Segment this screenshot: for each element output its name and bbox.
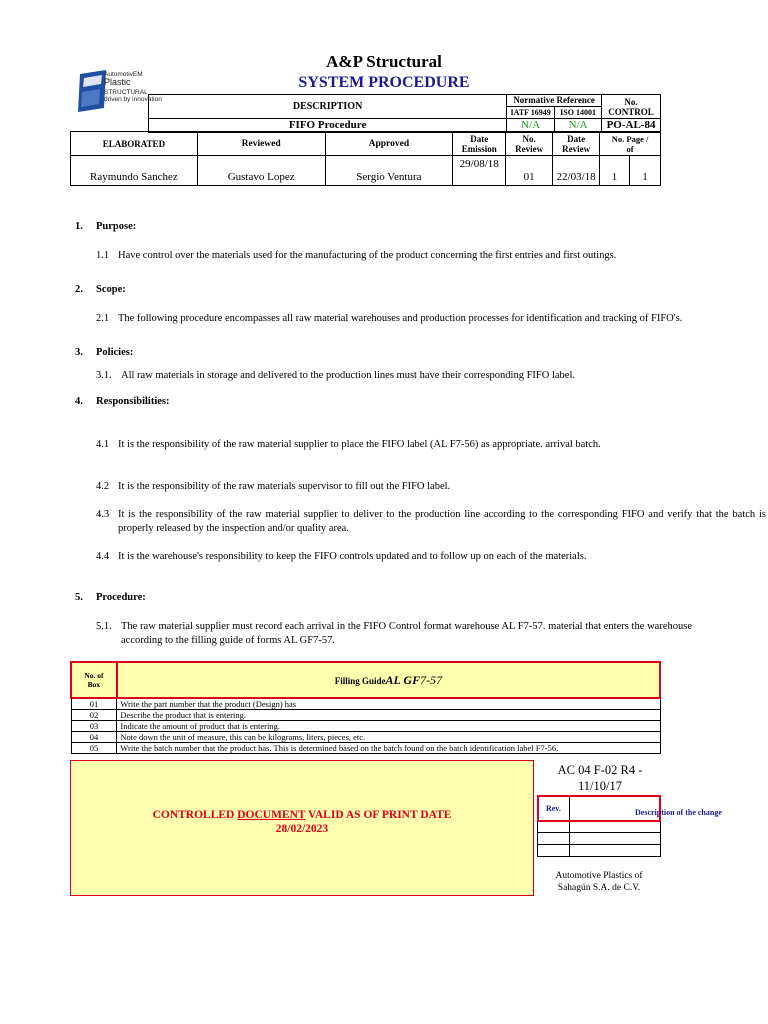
date-emission-line-1: Date xyxy=(470,133,489,144)
no-control-header xyxy=(602,95,661,119)
control-number: PO-AL-84 xyxy=(602,119,661,133)
reviewed-by: Gustavo Lopez xyxy=(197,156,325,186)
footer-company-line-2: Sahagún S.A. de C.V. xyxy=(557,883,641,893)
section-title: Procedure: xyxy=(96,592,146,603)
print-date: 28/02/2023 xyxy=(275,823,329,835)
paragraph-text: It is the responsibility of the raw materials supervisor to fill out the FIFO label. xyxy=(118,481,451,492)
elaborated-by: Raymundo Sanchez xyxy=(71,156,198,186)
paragraph-text: The following procedure encompasses all raw material warehouses and production processes for identification and tracking of FIFO's. xyxy=(118,313,683,324)
no-control-line-1: No. xyxy=(624,96,638,107)
change-cell xyxy=(569,821,660,833)
procedure-name: FIFO Procedure xyxy=(149,119,507,133)
change-cell xyxy=(569,833,660,845)
controlled-document-line-1 xyxy=(70,808,534,822)
date-review-line-2: Review xyxy=(562,143,591,154)
logo-line-4: driven by innovation xyxy=(104,96,162,103)
row-text: Describe the product that is entering. xyxy=(117,710,660,721)
paragraph-4-1 xyxy=(96,438,686,452)
filling-guide-title xyxy=(117,662,660,698)
change-description-header: Description of the change xyxy=(635,808,722,817)
description-table xyxy=(148,94,661,133)
date-review-header xyxy=(553,132,600,156)
system-procedure-title: SYSTEM PROCEDURE xyxy=(298,74,470,91)
rev-cell xyxy=(538,833,570,845)
date-review-value: 22/03/18 xyxy=(553,156,600,186)
logo-line-2: Plastic xyxy=(104,77,131,87)
rev-cell xyxy=(538,845,570,857)
of-value: 1 xyxy=(630,156,661,186)
section-number: 5. xyxy=(75,592,83,603)
row-text: Note down the unit of measure, this can be kilograms, liters, pieces, etc. xyxy=(117,732,660,743)
signature-table xyxy=(70,131,661,186)
iso-value: N/A xyxy=(555,119,602,133)
paragraph-5-1 xyxy=(96,620,692,648)
section-title: Responsibilities: xyxy=(96,396,170,407)
change-cell xyxy=(569,845,660,857)
section-purpose-heading xyxy=(75,221,136,232)
no-review-line-1: No. xyxy=(522,133,536,144)
paragraph-text: It is the responsibility of the raw material supplier to deliver to the production line according to the corresponding FIFO and verify that the batch is properly released by the inspection and/or quality area. xyxy=(118,509,766,534)
page-of-header xyxy=(600,132,661,156)
paragraph-number: 3.1. xyxy=(96,370,112,381)
box-number-header xyxy=(71,662,117,698)
paragraph-number: 1.1 xyxy=(96,250,110,261)
section-scope-heading xyxy=(75,284,126,295)
paragraph-text: It is the responsibility of the raw material supplier to place the FIFO label (AL F7-56) as appropriate. arrival batch. xyxy=(118,439,601,450)
filling-guide-table xyxy=(70,661,661,754)
paragraph-4-3 xyxy=(96,508,766,536)
paragraph-number: 2.1 xyxy=(96,313,110,324)
date-emission-header xyxy=(453,132,506,156)
iatf-value: N/A xyxy=(507,119,555,133)
date-review-line-1: Date xyxy=(567,133,586,144)
no-control-line-2: CONTROL xyxy=(608,106,654,117)
page-value: 1 xyxy=(600,156,630,186)
logo-line-1: AutomotivEM xyxy=(104,71,143,78)
table-row xyxy=(71,721,660,732)
section-number: 4. xyxy=(75,396,83,407)
form-code-line-2: 11/10/17 xyxy=(578,779,622,793)
paragraph-number: 5.1. xyxy=(96,621,112,632)
page-of-line-1: No. Page / xyxy=(611,133,649,144)
section-number: 2. xyxy=(75,284,83,295)
footer-company-line-1: Automotive Plastics of xyxy=(555,871,643,881)
section-title: Purpose: xyxy=(96,221,137,232)
date-emission-line-2: Emission xyxy=(461,143,497,154)
paragraph-number: 4.4 xyxy=(96,551,110,562)
iatf-header: IATF 16949 xyxy=(507,107,555,119)
row-number: 03 xyxy=(71,721,117,732)
valid-as-of-print-date: VALID AS OF PRINT DATE xyxy=(305,809,452,821)
no-review-value: 01 xyxy=(506,156,553,186)
rev-cell xyxy=(538,821,570,833)
table-row xyxy=(71,698,660,710)
approved-header: Approved xyxy=(325,132,453,156)
elaborated-header: ELABORATED xyxy=(71,132,198,156)
no-review-header xyxy=(506,132,553,156)
controlled-word: CONTROLLED xyxy=(152,809,238,821)
description-header: DESCRIPTION xyxy=(149,95,507,119)
row-text: Write the part number that the product (Design) has xyxy=(117,698,660,710)
box-header-line-1: No. of xyxy=(84,671,104,680)
approved-by: Sergio Ventura xyxy=(325,156,453,186)
paragraph-4-4 xyxy=(96,550,686,564)
paragraph-2-1 xyxy=(96,312,718,326)
paragraph-4-2 xyxy=(96,480,596,494)
company-title: A&P Structural xyxy=(326,52,442,71)
no-review-line-2: Review xyxy=(515,143,544,154)
document-word: DOCUMENT xyxy=(237,809,306,821)
logo-line-3: STRUCTURAL xyxy=(104,89,148,96)
section-title: Scope: xyxy=(96,284,126,295)
filling-guide-title-suffix: 7-57 xyxy=(420,672,443,687)
filling-guide-title-code: AL GF xyxy=(385,672,421,687)
paragraph-1-1 xyxy=(96,249,688,263)
form-code xyxy=(540,762,660,794)
row-number: 04 xyxy=(71,732,117,743)
section-procedure-heading xyxy=(75,592,146,603)
section-title: Policies: xyxy=(96,347,134,358)
table-row xyxy=(71,743,660,754)
paragraph-3-1 xyxy=(96,369,736,383)
normative-reference-header: Normative Reference xyxy=(507,95,602,107)
paragraph-text: All raw materials in storage and delivered to the production lines must have their corresponding FIFO label. xyxy=(121,370,576,381)
section-policies-heading xyxy=(75,347,133,358)
row-text: Write the batch number that the product has. This is determined based on the batch found on the batch identification label F7-56. xyxy=(117,743,660,754)
page-of-line-2: of xyxy=(626,143,634,154)
paragraph-number: 4.2 xyxy=(96,481,110,492)
section-responsibilities-heading xyxy=(75,396,170,407)
row-number: 02 xyxy=(71,710,117,721)
table-row xyxy=(71,732,660,743)
paragraph-number: 4.1 xyxy=(96,439,110,450)
paragraph-text: Have control over the materials used for the manufacturing of the product concerning the first entries and first outings. xyxy=(118,250,617,261)
footer-company xyxy=(538,870,660,894)
filling-guide-title-prefix: Filling Guide xyxy=(334,675,386,686)
controlled-document-stamp xyxy=(70,808,534,836)
reviewed-header: Reviewed xyxy=(197,132,325,156)
date-emission-value: 29/08/18 xyxy=(453,156,506,186)
table-row xyxy=(71,710,660,721)
paragraph-text: It is the warehouse's responsibility to keep the FIFO controls updated and to follow up on each of the materials. xyxy=(118,551,587,562)
row-number: 01 xyxy=(71,698,117,710)
form-code-line-1: AC 04 F-02 R4 - xyxy=(557,763,643,777)
box-header-line-2: Box xyxy=(87,680,101,689)
row-number: 05 xyxy=(71,743,117,754)
row-text: Indicate the amount of product that is entering. xyxy=(117,721,660,732)
section-number: 3. xyxy=(75,347,83,358)
paragraph-number: 4.3 xyxy=(96,509,110,520)
rev-header: Rev. xyxy=(538,797,570,821)
paragraph-text: The raw material supplier must record each arrival in the FIFO Control format warehouse AL F7-57. material that enters the warehouse according to the filling guide of forms AL GF7-57. xyxy=(121,621,692,646)
section-number: 1. xyxy=(75,221,83,232)
iso-header: ISO 14001 xyxy=(555,107,602,119)
